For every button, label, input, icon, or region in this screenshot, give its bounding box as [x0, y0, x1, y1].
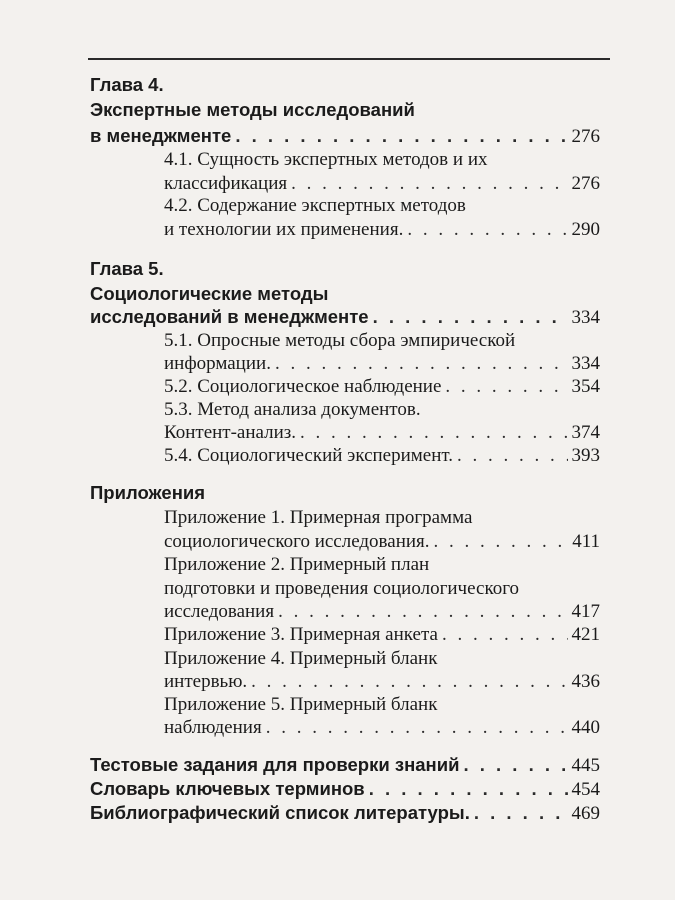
tests-entry[interactable]: Тестовые задания для проверки знаний . . . 445	[90, 753, 600, 778]
page-number: 374	[571, 422, 600, 443]
leader-dots	[291, 172, 567, 196]
appendix-3-entry[interactable]: Приложение 3. Примерная анкета . . . 421	[164, 623, 600, 647]
page-number: 290	[571, 219, 600, 240]
appendix-5-entry[interactable]: наблюдения . . . 440	[164, 716, 600, 740]
section-5-3-entry[interactable]: Контент-анализ. . . . 374	[164, 421, 600, 445]
leader-dots	[266, 716, 568, 740]
leader-dots	[275, 352, 568, 376]
bibliography-entry[interactable]: Библиографический список литературы. . . . 469	[90, 801, 600, 826]
appendix-1-entry[interactable]: социологического исследования. . . . 411	[164, 530, 600, 554]
section-4-1-entry[interactable]: классификация . . . 276	[164, 172, 600, 196]
chapter5-heading: Глава 5.	[90, 258, 164, 279]
page-number: 276	[571, 126, 600, 147]
leader-dots	[235, 124, 567, 148]
appendix-2: Приложение 2. Примерный план	[164, 554, 430, 575]
glossary-entry[interactable]: Словарь ключевых терминов . . . 454	[90, 777, 600, 802]
leader-dots	[474, 801, 568, 825]
page-number: 469	[571, 803, 600, 824]
appendix-1: Приложение 1. Примерная программа	[164, 507, 473, 528]
appendices-heading: Приложения	[90, 482, 206, 503]
leader-dots	[251, 670, 567, 694]
chapter5-title: Социологические методы	[90, 283, 329, 304]
leader-dots	[373, 305, 568, 329]
page-number: 276	[571, 173, 600, 194]
leader-dots	[442, 623, 568, 647]
leader-dots	[434, 530, 569, 554]
appendix-5: Приложение 5. Примерный бланк	[164, 694, 438, 715]
section-4-2: 4.2. Содержание экспертных методов	[164, 195, 466, 216]
chapter5-title-entry[interactable]: исследований в менеджменте . . . 334	[90, 305, 600, 330]
leader-dots	[369, 777, 568, 801]
page-number: 417	[571, 601, 600, 622]
chapter4-title: Экспертные методы исследований	[90, 99, 415, 120]
appendix-4-entry[interactable]: интервью. . . . 436	[164, 670, 600, 694]
page-number: 411	[572, 531, 600, 552]
page-number: 334	[571, 307, 600, 328]
appendix-2-line2: подготовки и проведения социологического	[164, 578, 520, 599]
leader-dots	[457, 444, 567, 468]
page-number: 454	[571, 779, 600, 800]
page-number: 393	[571, 445, 600, 466]
leader-dots	[445, 375, 567, 399]
section-5-1-entry[interactable]: информации. . . . 334	[164, 352, 600, 376]
section-4-2-entry[interactable]: и технологии их применения. . . . 290	[164, 218, 600, 242]
section-5-2-entry[interactable]: 5.2. Социологическое наблюдение . . . 354	[164, 375, 600, 399]
page-number: 354	[571, 376, 600, 397]
leader-dots	[300, 421, 567, 445]
page-number: 334	[571, 353, 600, 374]
section-4-1: 4.1. Сущность экспертных методов и их	[164, 149, 488, 170]
section-5-1: 5.1. Опросные методы сбора эмпирической	[164, 330, 516, 351]
page-number: 440	[571, 717, 600, 738]
section-5-4-entry[interactable]: 5.4. Социологический эксперимент. . . . 393	[164, 444, 600, 468]
page-number: 445	[571, 755, 600, 776]
chapter4-title-entry[interactable]: в менеджменте . . . 276	[90, 124, 600, 149]
leader-dots	[407, 218, 567, 242]
chapter4-heading: Глава 4.	[90, 74, 164, 95]
page-number: 421	[571, 624, 600, 645]
leader-dots	[463, 753, 567, 777]
section-5-3: 5.3. Метод анализа документов.	[164, 399, 421, 420]
page-number: 436	[571, 671, 600, 692]
appendix-2-entry[interactable]: исследования . . . 417	[164, 600, 600, 624]
appendix-4: Приложение 4. Примерный бланк	[164, 648, 438, 669]
leader-dots	[278, 600, 567, 624]
